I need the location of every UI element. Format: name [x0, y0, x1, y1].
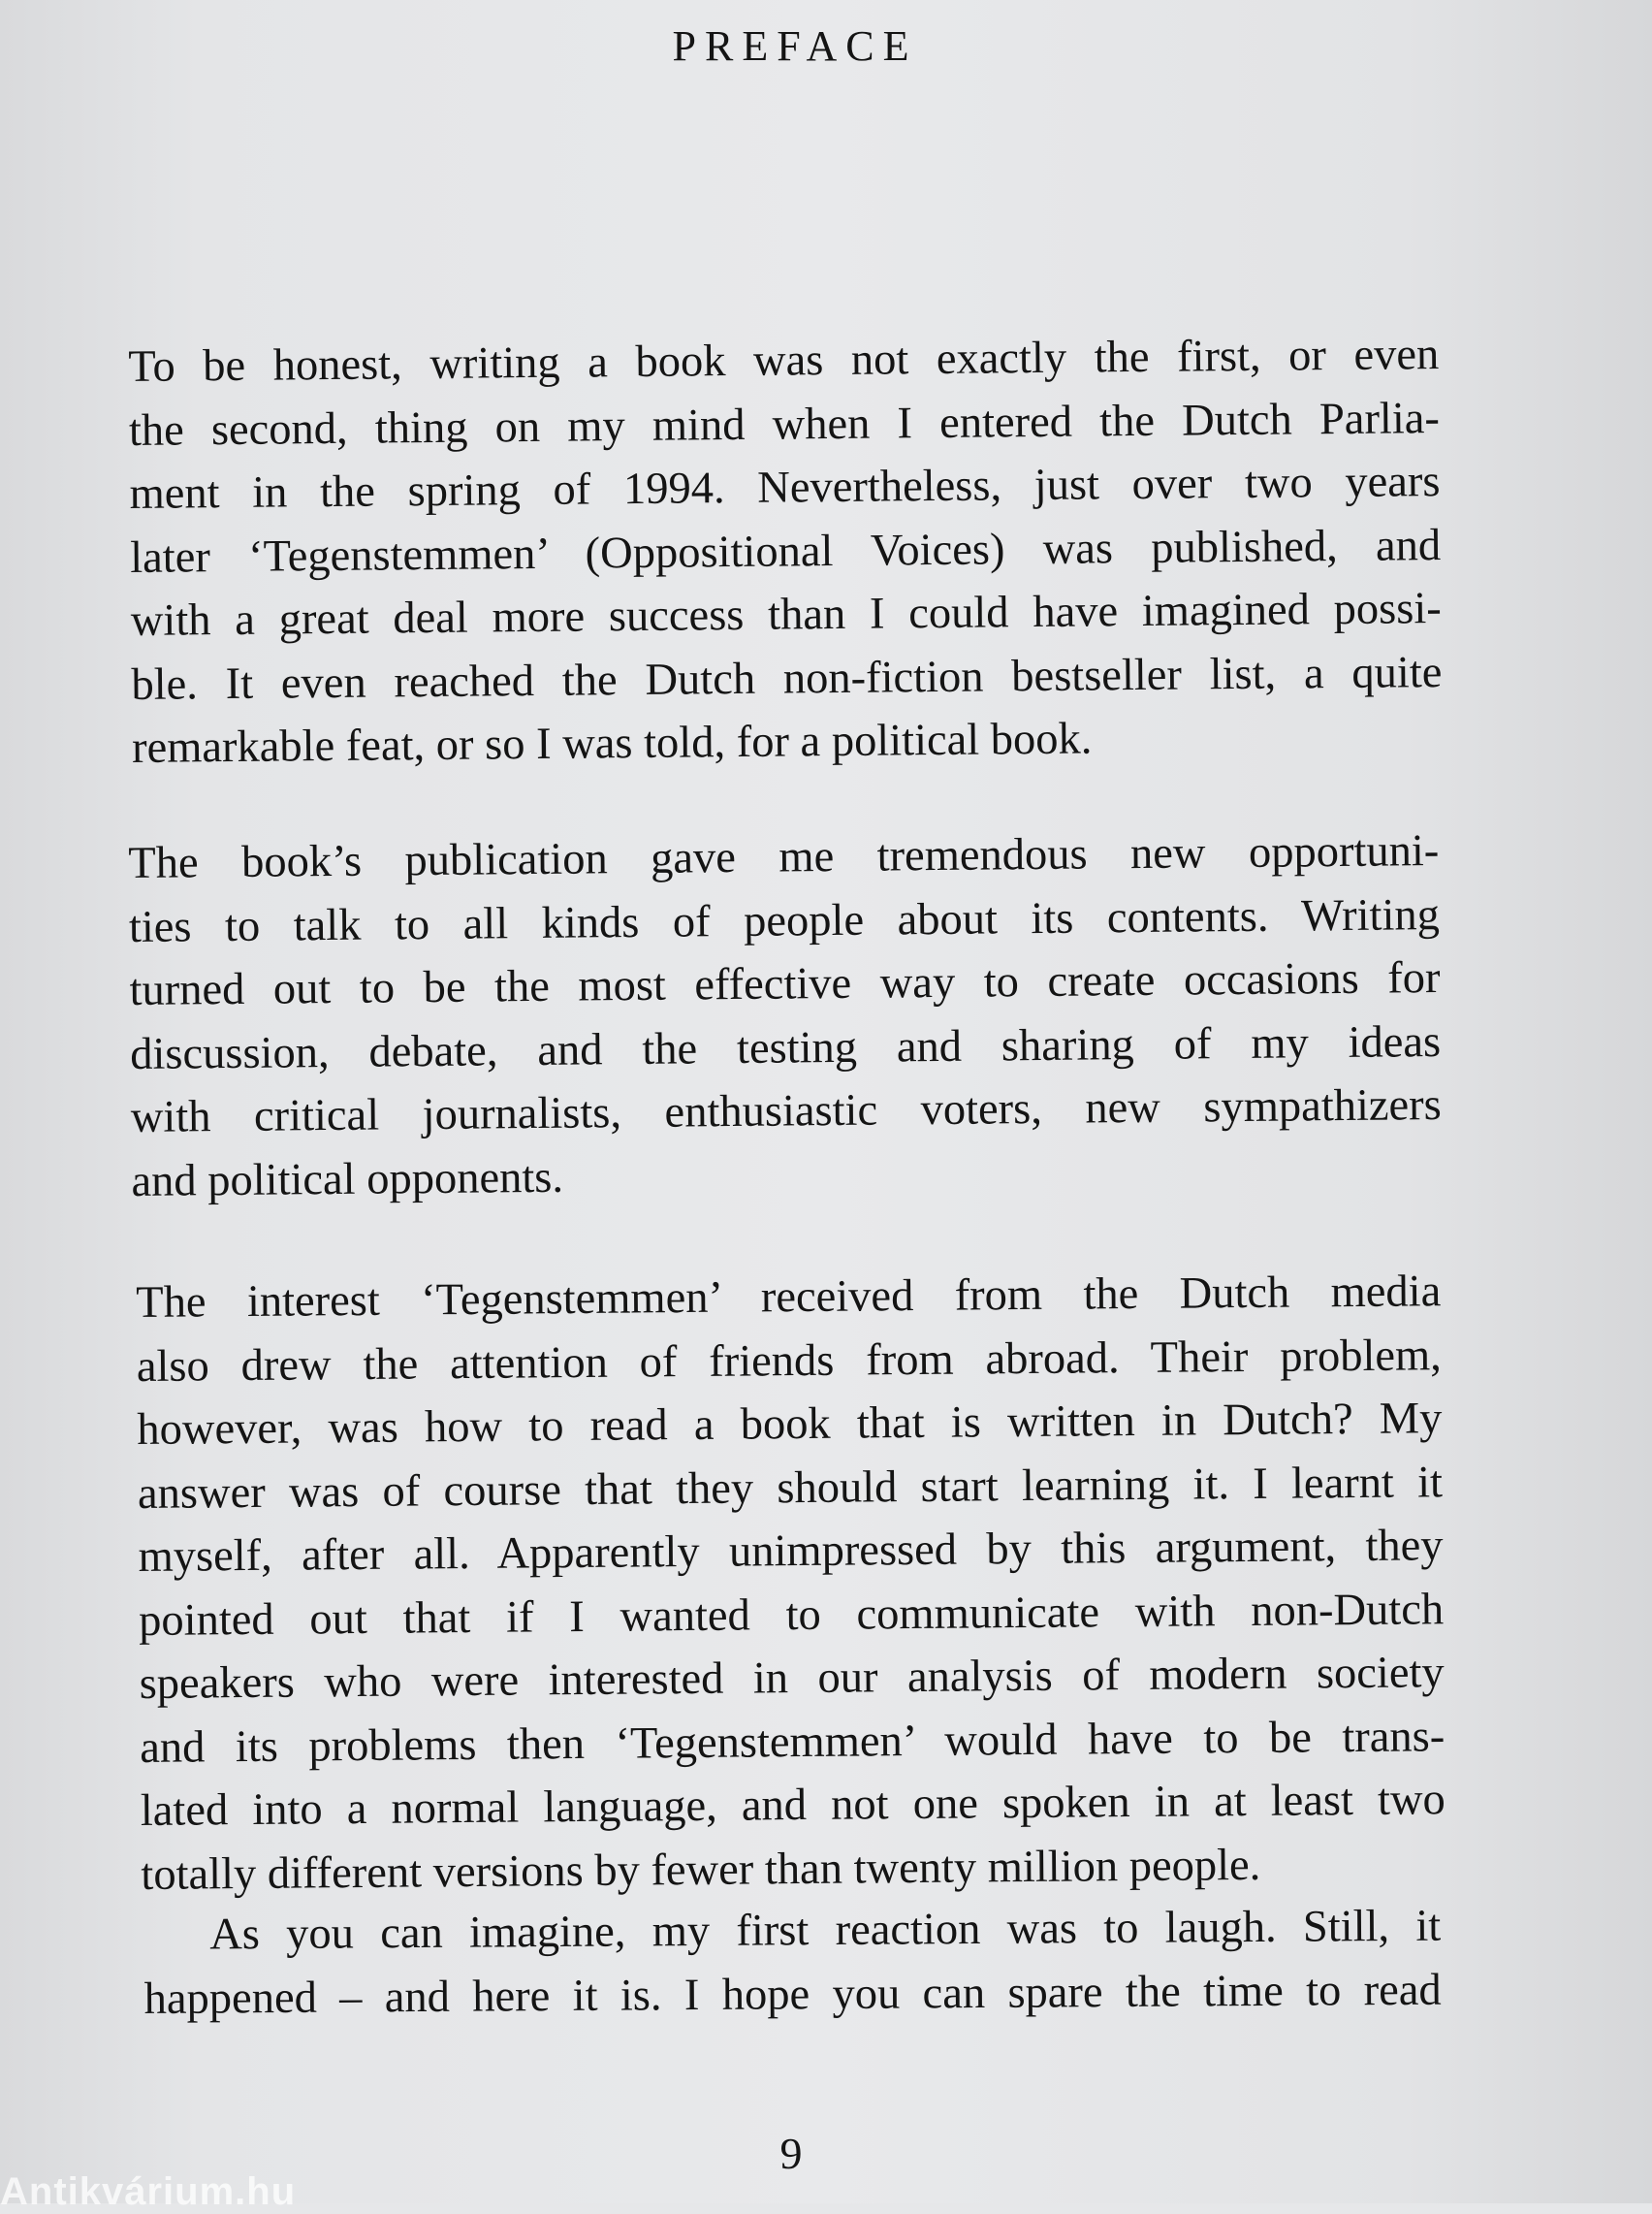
text-line: totally different versions by fewer than twenty million people.	[141, 1840, 1261, 1900]
text-line: remarkable feat, or so I was told, for a political book.	[131, 714, 1093, 773]
text-line: and political opponents.	[131, 1152, 564, 1206]
text-line: pointed out that if I wanted to communicate with non-Dutch	[138, 1584, 1445, 1646]
watermark: Antikvárium.hu	[0, 2170, 297, 2213]
text-line: however, was how to read a book that is written in Dutch? My	[137, 1394, 1443, 1455]
text-line: turned out to be the most effective way to create occasions for	[129, 953, 1441, 1015]
text-line: happened – and here it is. I hope you can spare the time to read	[143, 1965, 1442, 2024]
text-line: As you can imagine, my first reaction was to laugh. Still, it	[209, 1901, 1442, 1960]
text-line: with a great deal more success than I could have imagined possi-	[130, 584, 1443, 646]
page-number: 9	[779, 2129, 803, 2178]
text-line: later ‘Tegenstemmen’ (Oppositional Voices) was published, and	[129, 520, 1442, 583]
text-line: The book’s publication gave me tremendous new opportuni-	[128, 826, 1440, 888]
text-line: ties to talk to all kinds of people about its contents. Writing	[128, 889, 1441, 952]
text-line: also drew the attention of friends from abroad. Their problem,	[136, 1330, 1443, 1392]
paragraph-1	[128, 323, 1443, 780]
text-line: the second, thing on my mind when I entered the Dutch Parlia-	[128, 393, 1441, 456]
paragraph-4	[143, 1895, 1442, 2031]
text-line: speakers who were interested in our analysis of modern society	[139, 1648, 1445, 1709]
paragraph-3	[136, 1260, 1446, 1907]
text-line: The interest ‘Tegenstemmen’ received from the Dutch media	[136, 1267, 1442, 1328]
running-head-title: PREFACE	[672, 22, 918, 70]
text-line: with critical journalists, enthusiastic voters, new sympathizers	[130, 1080, 1443, 1142]
text-line: discussion, debate, and the testing and sharing of my ideas	[129, 1016, 1442, 1079]
text-line: ment in the spring of 1994. Nevertheless, just over two years	[129, 457, 1441, 519]
text-line: answer was of course that they should start learning it. I learnt it	[137, 1457, 1444, 1519]
text-line: myself, after all. Apparently unimpressed by this argument, they	[138, 1521, 1444, 1582]
paragraph-2	[128, 819, 1443, 1213]
text-line: To be honest, writing a book was not exactly the first, or even	[128, 330, 1440, 392]
text-line: and its problems then ‘Tegenstemmen’ would have to be trans-	[140, 1711, 1446, 1773]
text-line: lated into a normal language, and not one spoken in at least two	[140, 1775, 1446, 1836]
text-line: ble. It even reached the Dutch non-fiction bestseller list, a quite	[131, 647, 1443, 710]
